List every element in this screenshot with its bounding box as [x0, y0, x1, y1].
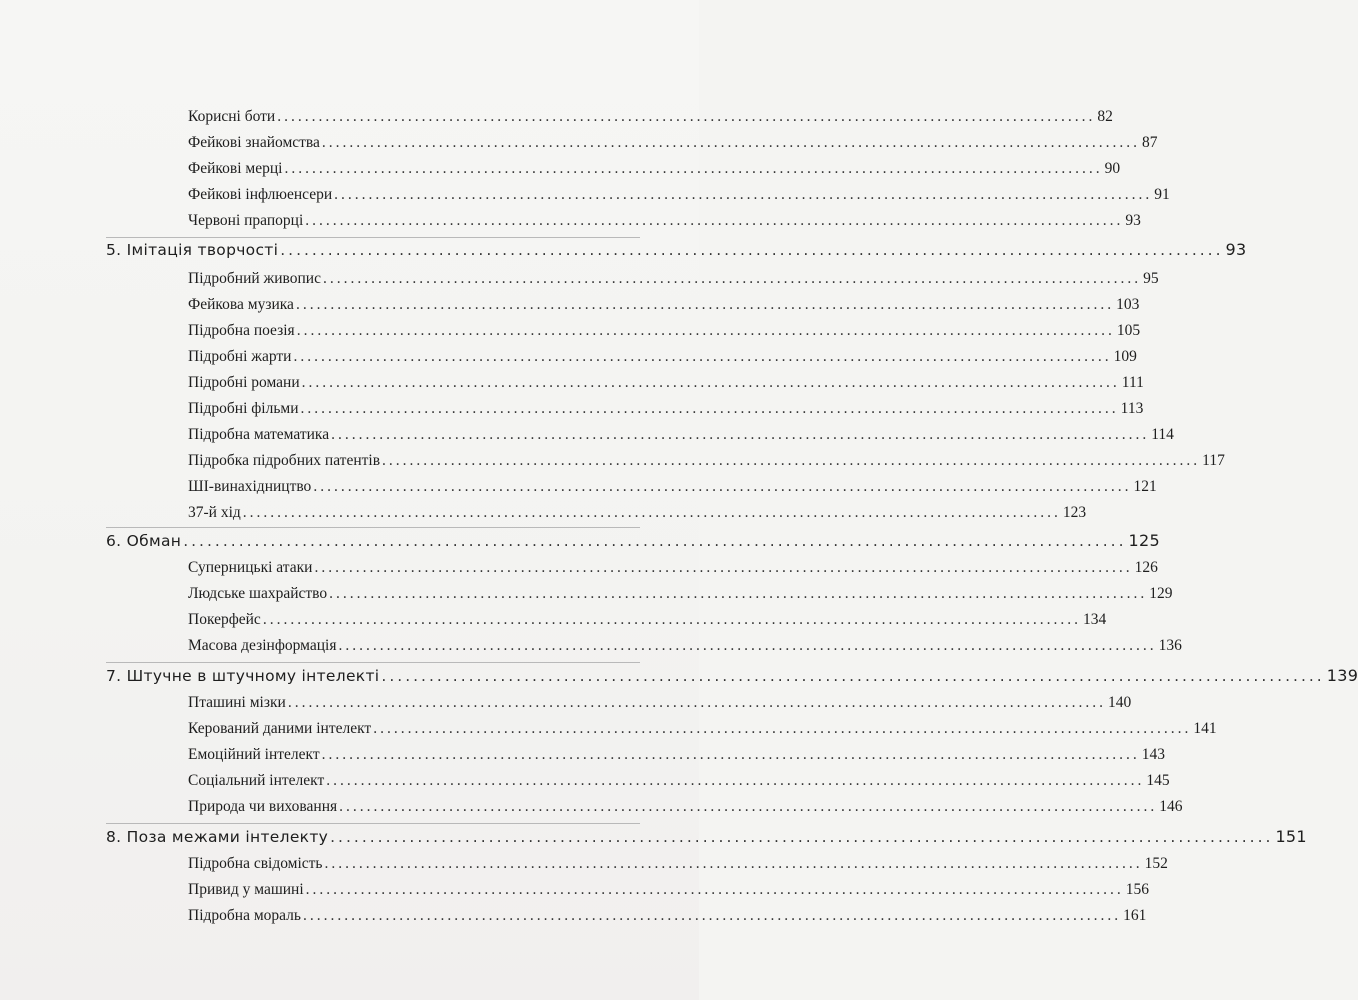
toc-page-number: 113 [1120, 400, 1144, 417]
dot-leader: ....................................................................................................................... [300, 400, 1119, 417]
toc-section-title: Привид у машині [188, 881, 304, 898]
dot-leader: ....................................................................................................................... [381, 667, 1325, 685]
toc-page-number: 129 [1149, 585, 1173, 602]
dot-leader: ....................................................................................................................... [296, 322, 1115, 339]
dot-leader: ....................................................................................................................... [321, 134, 1141, 151]
toc-page-number: 109 [1113, 348, 1137, 365]
toc-page-number: 95 [1143, 270, 1159, 287]
toc-chapter [106, 531, 1160, 550]
toc-section [188, 296, 1140, 314]
toc-section-title: Підробна мораль [188, 907, 301, 924]
toc-section [188, 881, 1150, 899]
toc-page-number: 103 [1116, 296, 1140, 313]
toc-section [188, 637, 1182, 655]
toc-chapter [106, 666, 1358, 685]
toc-page-number: 139 [1326, 666, 1358, 685]
dot-leader: ....................................................................................................................... [183, 532, 1127, 550]
dot-leader: ....................................................................................................................... [329, 585, 1148, 602]
toc-section-title: Підробний живопис [188, 270, 321, 287]
toc-section-title: Суперницькі атаки [188, 559, 313, 576]
dot-leader: ....................................................................................................................... [262, 611, 1081, 628]
dot-leader: ....................................................................................................................... [322, 270, 1142, 287]
toc-page-number: 156 [1125, 881, 1150, 898]
toc-section-title: Масова дезінформація [188, 637, 337, 654]
toc-page-number: 125 [1128, 531, 1160, 550]
toc-section [188, 798, 1183, 816]
dot-leader: ....................................................................................................................... [326, 772, 1145, 789]
toc-section-title: 37-й хід [188, 504, 241, 521]
chapter-divider [106, 237, 640, 238]
toc-section [188, 855, 1168, 873]
chapter-divider [106, 662, 640, 663]
dot-leader: ....................................................................................................................... [301, 374, 1120, 391]
toc-section [188, 348, 1137, 366]
toc-page-number: 123 [1062, 504, 1087, 521]
toc-page-number: 140 [1107, 694, 1132, 711]
dot-leader: ....................................................................................................................... [284, 160, 1103, 177]
dot-leader: ....................................................................................................................... [277, 108, 1096, 125]
dot-leader: ....................................................................................................................... [295, 296, 1115, 313]
toc-page-number: 105 [1116, 322, 1141, 339]
toc-chapter-title: 7. Штучне в штучному інтелекті [106, 667, 380, 685]
toc-section-title: Покерфейс [188, 611, 261, 628]
toc-section-title: Фейкові знайомства [188, 134, 320, 151]
toc-section [188, 746, 1166, 764]
toc-section [188, 611, 1107, 629]
toc-page-number: 141 [1193, 720, 1217, 737]
dot-leader: ....................................................................................................................... [314, 559, 1133, 576]
dot-leader: ....................................................................................................................... [324, 855, 1143, 872]
toc-section-title: Фейкова музика [188, 296, 294, 313]
toc-page-number: 93 [1225, 240, 1247, 259]
toc-section-title: Підробна свідомість [188, 855, 323, 872]
toc-page-number: 146 [1159, 798, 1183, 815]
dot-leader: ....................................................................................................................... [293, 348, 1112, 365]
toc-section [188, 186, 1170, 204]
toc-page-number: 93 [1125, 212, 1141, 229]
toc-section-title: Корисні боти [188, 108, 276, 125]
toc-chapter-title: 6. Обман [106, 532, 182, 550]
toc-page-number: 87 [1142, 134, 1158, 151]
toc-page-number: 134 [1082, 611, 1107, 628]
dot-leader: ....................................................................................................................... [242, 504, 1061, 521]
toc-section-title: ШІ-винахідництво [188, 478, 312, 495]
toc-page-number: 145 [1146, 772, 1170, 789]
toc-page-number: 90 [1104, 160, 1121, 177]
toc-page-number: 143 [1141, 746, 1166, 763]
dot-leader: ....................................................................................................................... [334, 186, 1153, 203]
toc-page-number: 152 [1144, 855, 1168, 872]
dot-leader: ....................................................................................................................... [280, 241, 1224, 259]
toc-chapter [106, 240, 1247, 259]
toc-chapter-title: 8. Поза межами інтелекту [106, 828, 329, 846]
dot-leader: ....................................................................................................................... [302, 907, 1122, 924]
toc-page-number: 136 [1158, 637, 1182, 654]
toc-section [188, 270, 1159, 288]
toc-section [188, 907, 1147, 925]
toc-section-title: Підробні жарти [188, 348, 292, 365]
toc-page-number: 91 [1154, 186, 1170, 203]
toc-section-title: Підробна поезія [188, 322, 295, 339]
toc-section-title: Червоні прапорці [188, 212, 304, 229]
toc-chapter-title: 5. Імітація творчості [106, 241, 279, 259]
toc-section-title: Керований даними інтелект [188, 720, 372, 737]
toc-page-number: 151 [1275, 827, 1307, 846]
toc-section-title: Людське шахрайство [188, 585, 328, 602]
toc-page-number: 121 [1133, 478, 1157, 495]
toc-section-title: Соціальний інтелект [188, 772, 325, 789]
dot-leader: ....................................................................................................................... [382, 452, 1201, 469]
toc-page-number: 82 [1097, 108, 1113, 125]
toc-page-number: 114 [1151, 426, 1174, 443]
toc-section [188, 504, 1087, 522]
dot-leader: ....................................................................................................................... [330, 828, 1274, 846]
toc-section [188, 212, 1141, 230]
toc-section-title: Пташині мізки [188, 694, 286, 711]
toc-page-number: 126 [1134, 559, 1158, 576]
toc-section-title: Підробні романи [188, 374, 300, 391]
dot-leader: ....................................................................................................................... [339, 798, 1158, 815]
dot-leader: ....................................................................................................................... [305, 212, 1124, 229]
dot-leader: ....................................................................................................................... [287, 694, 1106, 711]
toc-section [188, 400, 1144, 418]
dot-leader: ....................................................................................................................... [313, 478, 1132, 495]
toc-section [188, 108, 1113, 126]
toc-section-title: Підробна математика [188, 426, 330, 443]
toc-section [188, 478, 1157, 496]
toc-section [188, 374, 1144, 392]
toc-section-title: Фейкові мерці [188, 160, 283, 177]
dot-leader: ....................................................................................................................... [321, 746, 1140, 763]
toc-section-title: Підробні фільми [188, 400, 299, 417]
toc-section [188, 720, 1217, 738]
toc-section [188, 134, 1158, 152]
dot-leader: ....................................................................................................................... [338, 637, 1157, 654]
chapter-divider [106, 527, 640, 528]
toc-section-title: Природа чи виховання [188, 798, 338, 815]
dot-leader: ....................................................................................................................... [305, 881, 1124, 898]
toc-section [188, 322, 1141, 340]
toc-section [188, 160, 1121, 178]
toc-page-number: 117 [1202, 452, 1225, 469]
toc-section-title: Фейкові інфлюенсери [188, 186, 333, 203]
toc-section-title: Емоційний інтелект [188, 746, 320, 763]
toc-section [188, 694, 1132, 712]
toc-section [188, 426, 1174, 444]
toc-section [188, 452, 1225, 470]
toc-section [188, 585, 1173, 603]
toc-section-title: Підробка підробних патентів [188, 452, 381, 469]
toc-chapter [106, 827, 1307, 846]
chapter-divider [106, 823, 640, 824]
toc-page-number: 111 [1121, 374, 1144, 391]
dot-leader: ....................................................................................................................... [331, 426, 1150, 443]
toc-page-number: 161 [1123, 907, 1147, 924]
toc-section [188, 559, 1158, 577]
toc-section [188, 772, 1170, 790]
dot-leader: ....................................................................................................................... [373, 720, 1192, 737]
